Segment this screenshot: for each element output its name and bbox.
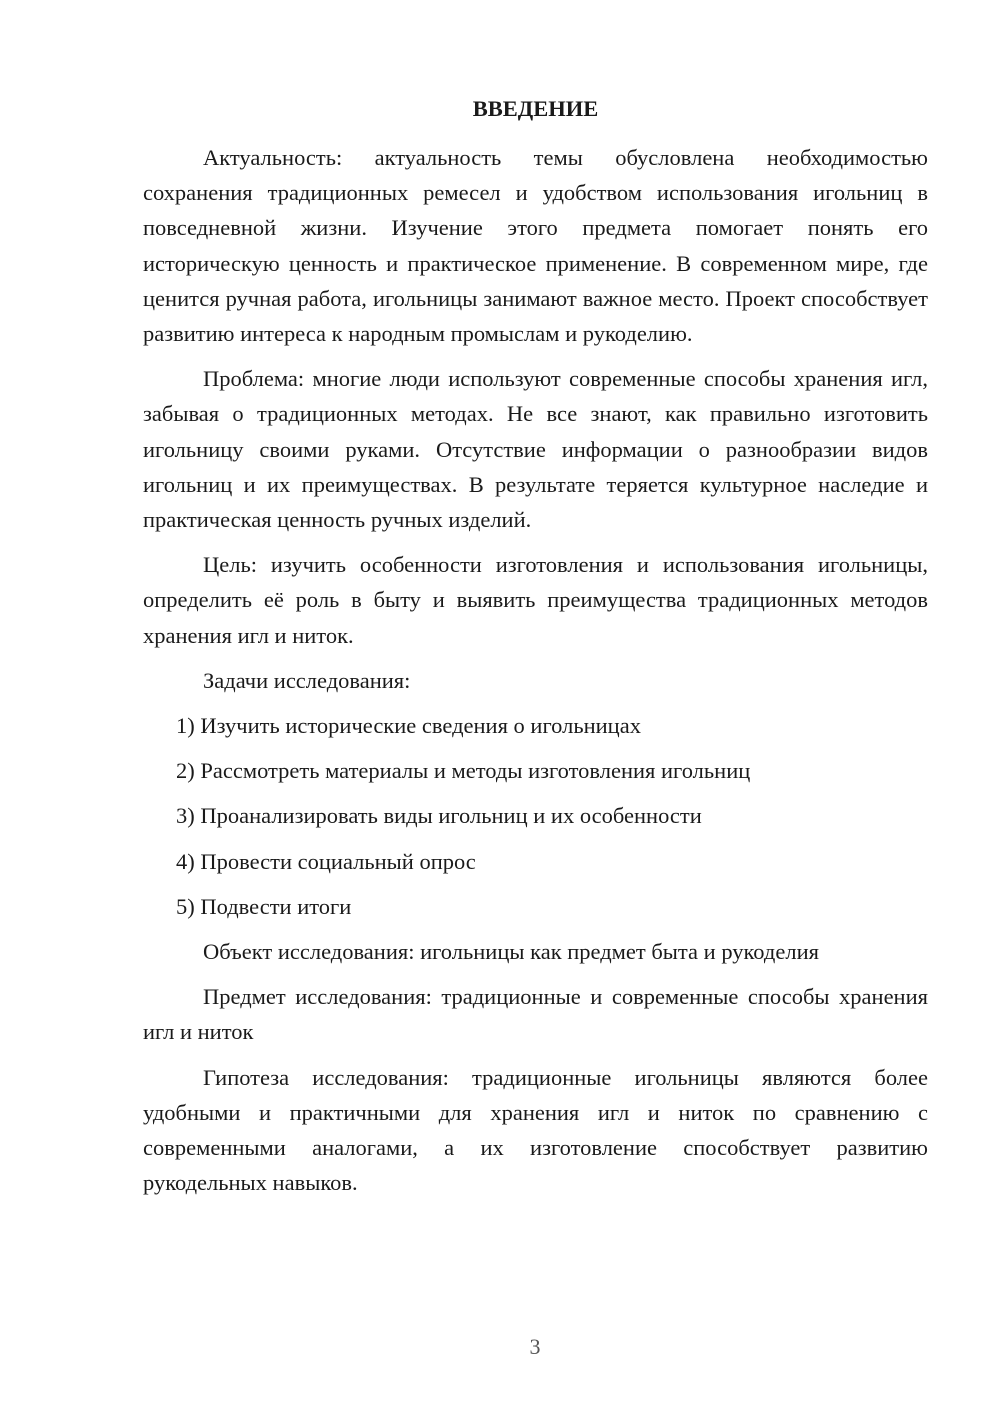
paragraph-hypothesis: Гипотеза исследования: традиционные игольницы являются более удобными и практичными для хранения игл и ниток по сравнению с современными аналогами, а их изготовление способствует развитию рукодельных навыков. [143,1064,928,1196]
document-page [143,92,928,1210]
tasks-list [143,708,928,924]
paragraph-goal: Цель: изучить особенности изготовления и использования игольницы, определить её роль в быту и выявить преимущества традиционных методов хранения игл и ниток. [143,552,928,648]
tasks-heading: Задачи исследования: [203,667,411,693]
list-item: 2) Рассмотреть материалы и методы изготовления игольниц [176,758,751,784]
paragraph-problem: Проблема: многие люди используют современные способы хранения игл, забывая о традиционных методах. Не все знают, как правильно изготовить игольницу своими руками. Отсутствие информации о разнообразии видов игольниц и их преимуществах. В результате теряется культурное наследие и практическая ценность ручных изделий. [143,366,928,533]
page-number: 3 [529,1334,541,1359]
list-item: 4) Провести социальный опрос [176,848,476,874]
section-title: ВВЕДЕНИЕ [472,96,599,121]
paragraph-object: Объект исследования: игольницы как предмет быта и рукоделия [203,939,819,965]
list-item: 1) Изучить исторические сведения о игольницах [176,713,641,739]
list-item: 5) Подвести итоги [176,893,352,919]
paragraph-subject: Предмет исследования: традиционные и современные способы хранения игл и ниток [143,984,928,1045]
paragraph-relevance: Актуальность: актуальность темы обусловлена необходимостью сохранения традиционных ремесел и удобством использования игольниц в повседневной жизни. Изучение этого предмета помогает понять его историческую ценность и практическое применение. В современном мире, где ценится ручная работа, игольницы занимают важное место. Проект способствует развитию интереса к народным промыслам и рукоделию. [143,145,928,347]
list-item: 3) Проанализировать виды игольниц и их особенности [176,803,702,829]
